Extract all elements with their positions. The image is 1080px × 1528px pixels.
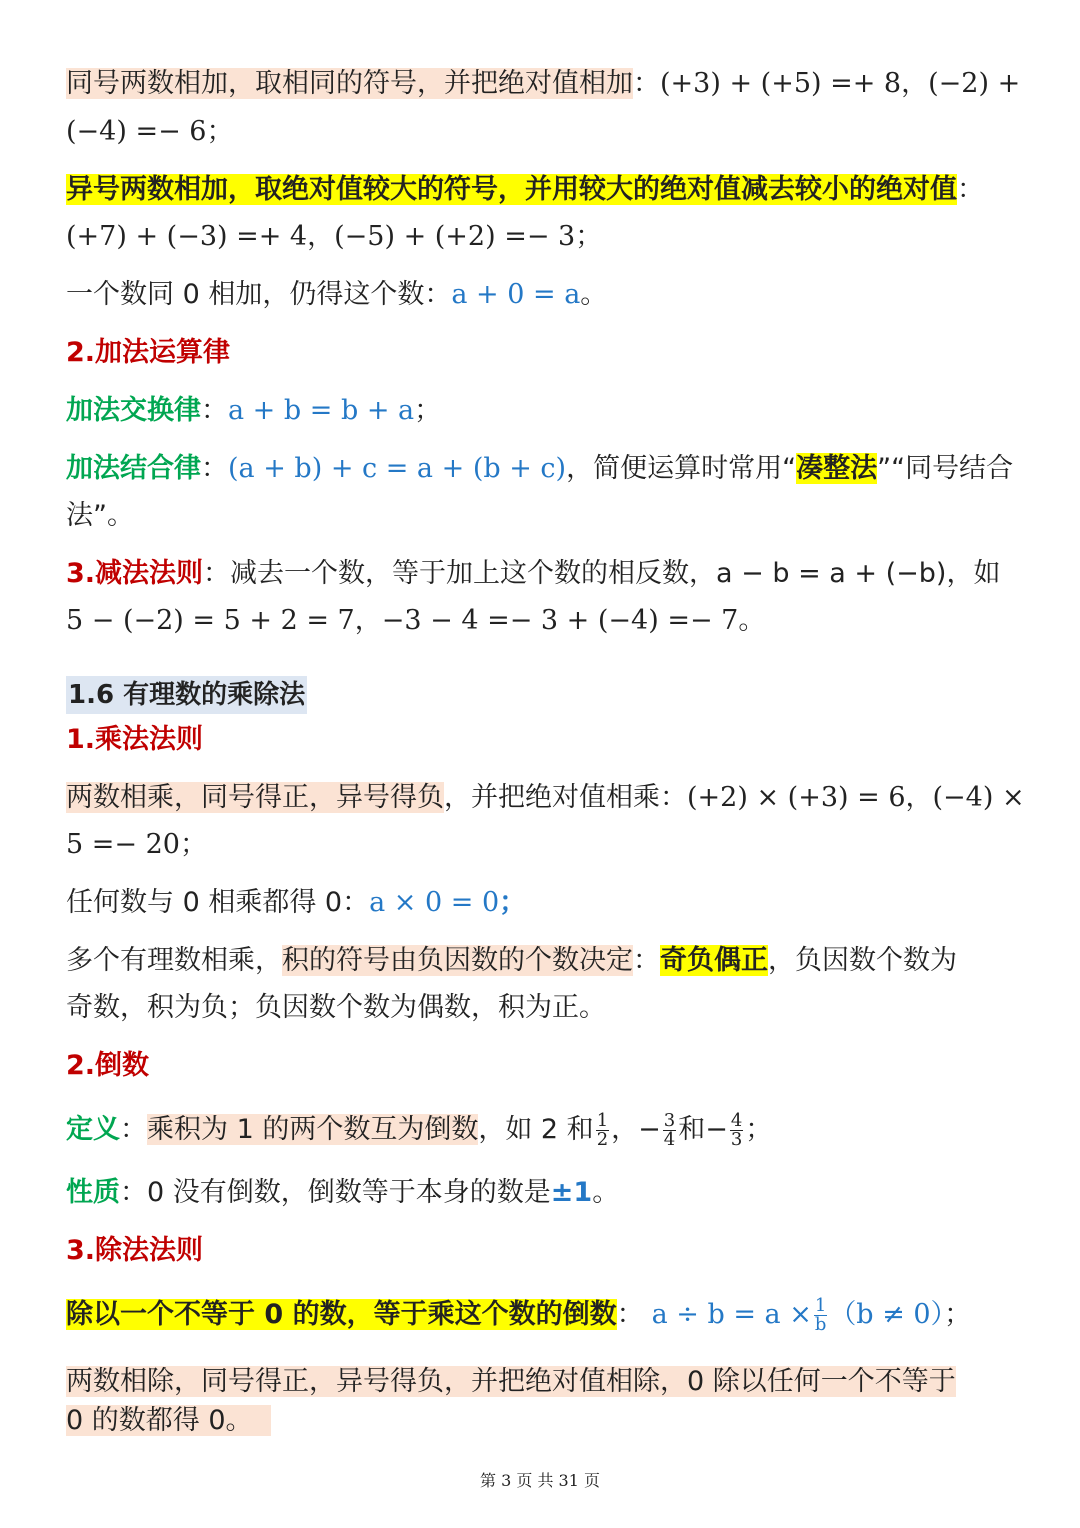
heading-reciprocal: 2.倒数 <box>66 1050 150 1081</box>
text-line: 多个有理数相乘，积的符号由负因数的个数决定：奇负偶正，负因数个数为 <box>66 945 957 976</box>
text-line: 任何数与 0 相乘都得 0：a × 0 = 0； <box>66 887 527 918</box>
text-line: 定义：乘积为 1 的两个数互为倒数，如 2 和 $\frac{1}{2}$ ，− $\frac{3}{4}$ 和− $\frac{4}{3}$ ； <box>66 1110 773 1150</box>
text-line: 性质：0 没有倒数，倒数等于本身的数是±1。 <box>66 1177 620 1208</box>
highlight-rule: 积的符号由负因数的个数决定 <box>282 945 633 976</box>
highlight-term: 奇负偶正 <box>660 945 768 976</box>
property-label: 性质 <box>66 1177 120 1208</box>
fraction: $\frac{4}{3}$ <box>730 1110 743 1150</box>
fraction: $\frac{1}{2}$ <box>596 1110 609 1150</box>
law-label: 加法交换律 <box>66 395 201 426</box>
text-line: 加法交换律：a + b = b + a； <box>66 395 442 426</box>
heading-sub-rule: 3.减法法则 <box>66 558 204 589</box>
fraction: $\frac{1}{b}$ <box>814 1295 827 1335</box>
highlight-rule: 除以一个不等于 0 的数，等于乘这个数的倒数 <box>66 1299 617 1330</box>
section-title: 1.6 有理数的乘除法 <box>66 676 307 714</box>
text-line: 奇数，积为负；负因数个数为偶数，积为正。 <box>66 992 606 1023</box>
text-line: 法”。 <box>66 500 134 531</box>
law-label: 加法结合律 <box>66 453 201 484</box>
text-line <box>66 66 1020 102</box>
highlight-term: 凑整法 <box>796 453 878 484</box>
text-line: (+7) + (−3) =+ 4，(−5) + (+2) =− 3； <box>66 221 603 252</box>
fraction: $\frac{3}{4}$ <box>663 1110 676 1150</box>
highlight-rule: 0 的数都得 0。 <box>66 1405 271 1436</box>
page-footer: 第 3 页 共 31 页 <box>480 1471 600 1490</box>
formula: a ÷ b = a × <box>651 1299 812 1330</box>
highlight-rule: 异号两数相加，取绝对值较大的符号，并用较大的绝对值减去较小的绝对值 <box>66 174 957 205</box>
text-line: (−4) =− 6； <box>66 116 234 147</box>
text-line <box>66 1364 956 1400</box>
formula: a + b = b + a <box>228 395 415 426</box>
text-line: 5 =− 20； <box>66 829 207 860</box>
heading-div-rule: 3.除法法则 <box>66 1235 204 1266</box>
highlight-rule: 两数相除，同号得正，异号得负，并把绝对值相除，0 除以任何一个不等于 <box>66 1366 956 1397</box>
formula: a + 0 = a <box>451 279 581 310</box>
formula: (a + b) + c = a + (b + c) <box>228 453 567 484</box>
text-line <box>66 1403 271 1439</box>
text-line: 3.减法法则：减去一个数，等于加上这个数的相反数，a − b = a + (−b)，如 <box>66 558 1001 589</box>
text-line: 异号两数相加，取绝对值较大的符号，并用较大的绝对值减去较小的绝对值： <box>66 174 984 205</box>
value: ±1 <box>550 1177 593 1208</box>
heading-add-law: 2.加法运算律 <box>66 337 231 368</box>
formula: a × 0 = 0 <box>369 887 500 918</box>
text-line: 一个数同 0 相加，仍得这个数：a + 0 = a。 <box>66 279 608 310</box>
text-line: 除以一个不等于 0 的数，等于乘这个数的倒数： a ÷ b = a × $\frac{1}{b}$ （b ≠ 0）； <box>66 1295 972 1335</box>
def-label: 定义 <box>66 1114 120 1145</box>
text-line: 加法结合律：(a + b) + c = a + (b + c)，简便运算时常用“凑整法”“同号结合 <box>66 453 1014 484</box>
text-line: 5 − (−2) = 5 + 2 = 7，−3 − 4 =− 3 + (−4) =− 7。 <box>66 605 766 636</box>
highlight-rule: 两数相乘，同号得正，异号得负 <box>66 782 444 813</box>
heading-mul-rule: 1.乘法法则 <box>66 724 204 755</box>
text-line: 两数相乘，同号得正，异号得负，并把绝对值相乘：(+2) × (+3) = 6，(−4) × <box>66 782 1025 813</box>
highlight-rule: 乘积为 1 的两个数互为倒数 <box>147 1114 479 1145</box>
example-formula: ：(+3) + (+5) =+ 8，(−2) + <box>633 68 1021 99</box>
highlight-rule: 同号两数相加，取相同的符号，并把绝对值相加 <box>66 68 633 99</box>
